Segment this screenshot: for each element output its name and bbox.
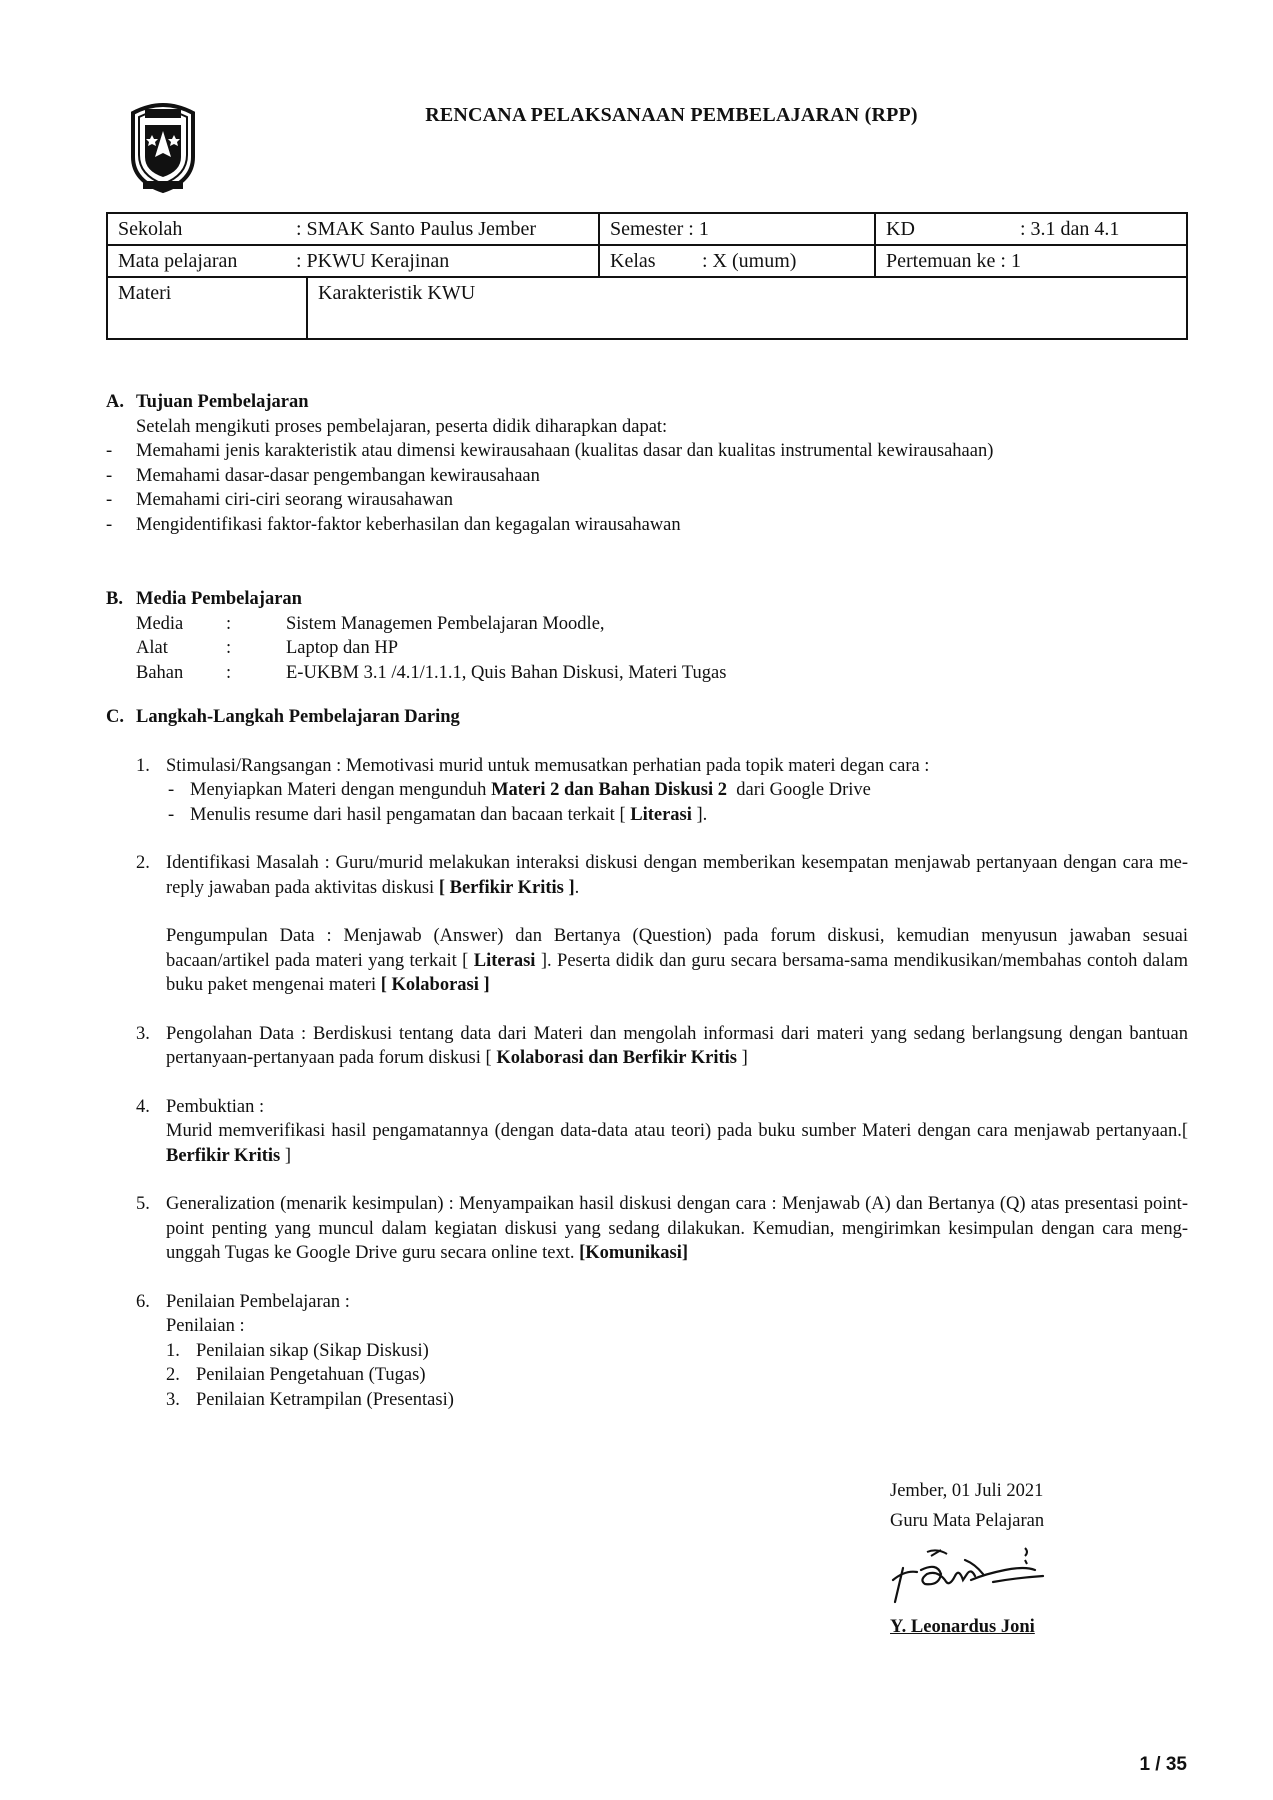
semester-cell: Semester : 1 (599, 213, 875, 245)
sekolah-value: : SMAK Santo Paulus Jember (296, 218, 536, 240)
kd-cell (875, 213, 1187, 245)
place-date: Jember, 01 Juli 2021 (890, 1481, 1044, 1501)
materi-value: Karakteristik KWU (318, 282, 476, 304)
section-b-title: Media Pembelajaran (136, 589, 302, 609)
media-row: Media : Sistem Managemen Pembelajaran Moodle, (136, 613, 605, 634)
mapel-cell (107, 245, 599, 277)
pertemuan-cell: Pertemuan ke : 1 (875, 245, 1187, 277)
step-3: 3. Pengolahan Data : Berdiskusi tentang data dari Materi dan mengolah informasi dari materi yang sedang berlangsung dengan bantuan pertanyaan-pertanyaan pada forum diskusi [ Kolaborasi dan Berfikir Kritis ] (136, 1023, 1188, 1068)
media-row: Alat : Laptop dan HP (136, 638, 399, 658)
kelas-value: : X (umum) (702, 250, 797, 272)
section-c-heading (106, 705, 1188, 730)
materi-label: Materi (108, 278, 308, 338)
mapel-value: : PKWU Kerajinan (296, 250, 450, 272)
materi-cell (107, 277, 1187, 339)
kd-value: : 3.1 dan 4.1 (1020, 218, 1120, 240)
section-b-letter: B. (106, 589, 123, 609)
kelas-label: Kelas (610, 250, 656, 272)
step-2: 2. Identifikasi Masalah : Guru/murid melakukan interaksi diskusi dengan memberikan kesempatan menjawab pertanyaan dengan cara me-reply jawaban pada aktivitas diskusi [ Berfikir Kritis ]. Pengumpulan Data : Menjawab (Answer) dan Bertanya (Question) pada forum diskusi, kemudian menyusun jawaban sesuai bacaan/artikel pada materi yang terkait [ Literasi ]. Peserta didik dan guru secara bersama-sama mendikusikan/membahas contoh dalam buku paket mengenai materi [ Kolaborasi ] (136, 853, 1189, 995)
info-table (106, 212, 1188, 340)
page-number: 1 / 35 (1139, 1754, 1187, 1775)
kd-label: KD (886, 218, 915, 240)
signer-name: Y. Leonardus Joni (890, 1617, 1035, 1637)
section-a-intro: Setelah mengikuti proses pembelajaran, peserta didik diharapkan dapat: (136, 416, 668, 437)
handwritten-signature (875, 1540, 1075, 1610)
step-4: 4. Pembuktian : Murid memverifikasi hasil pengamatannya (dengan data-data atau teori) pada buku sumber Materi dengan cara menjawab pertanyaan.[ Berfikir Kritis ] (136, 1096, 1188, 1166)
list-item: - Mengidentifikasi faktor-faktor keberhasilan dan kegagalan wirausahawan (106, 514, 681, 535)
section-a-letter: A. (106, 392, 124, 412)
section-c-letter: C. (106, 707, 124, 727)
list-item: - Memahami jenis karakteristik atau dimensi kewirausahaan (kualitas dasar dan kualitas instrumental kewirausahaan) (106, 441, 994, 461)
signer-role: Guru Mata Pelajaran (890, 1511, 1045, 1531)
document-body (106, 390, 1188, 1412)
document-title: RENCANA PELAKSANAAN PEMBELAJARAN (RPP) (425, 104, 918, 126)
signature-block (890, 1476, 1044, 1536)
mapel-label: Mata pelajaran (118, 250, 238, 272)
step-6: 6. Penilaian Pembelajaran : Penilaian : 1. Penilaian sikap (Sikap Diskusi) 2. Penilaian Pengetahuan (Tugas) 3. Penilaian Ketrampilan (Presentasi) (106, 1290, 1188, 1413)
list-item: 3. Penilaian Ketrampilan (Presentasi) (166, 1389, 454, 1410)
kelas-cell (599, 245, 875, 277)
list-item: - Memahami dasar-dasar pengembangan kewirausahaan (106, 465, 540, 486)
section-b-heading (106, 587, 1188, 612)
list-item: 1. Penilaian sikap (Sikap Diskusi) (166, 1340, 429, 1361)
list-item: - Memahami ciri-ciri seorang wirausahawan (106, 490, 453, 510)
section-c-title: Langkah-Langkah Pembelajaran Daring (136, 707, 460, 727)
sekolah-label: Sekolah (118, 218, 183, 240)
list-item: 2. Penilaian Pengetahuan (Tugas) (166, 1365, 426, 1385)
section-a-heading (106, 390, 1188, 415)
step-5: 5. Generalization (menarik kesimpulan) : Menyampaikan hasil diskusi dengan cara : Menjawab (A) dan Bertanya (Q) atas presentasi point-point penting yang muncul dalam kegiatan diskusi yang sedang dilakukan. Kemudian, mengirimkan kesimpulan dengan cara meng-unggah Tugas ke Google Drive guru secara online text. [Komunikasi] (136, 1194, 1188, 1263)
section-a-title: Tujuan Pembelajaran (136, 392, 309, 412)
step-1: 1. Stimulasi/Rangsangan : Memotivasi murid untuk memusatkan perhatian pada topik materi degan cara : - Menyiapkan Materi dengan mengunduh Materi 2 dan Bahan Diskusi 2 dari Google Drive - Menulis resume dari hasil pengamatan dan bacaan terkait [ Literasi ]. (136, 755, 930, 825)
media-row: Bahan : E-UKBM 3.1 /4.1/1.1.1, Quis Bahan Diskusi, Materi Tugas (136, 662, 727, 683)
sekolah-cell (107, 213, 599, 245)
